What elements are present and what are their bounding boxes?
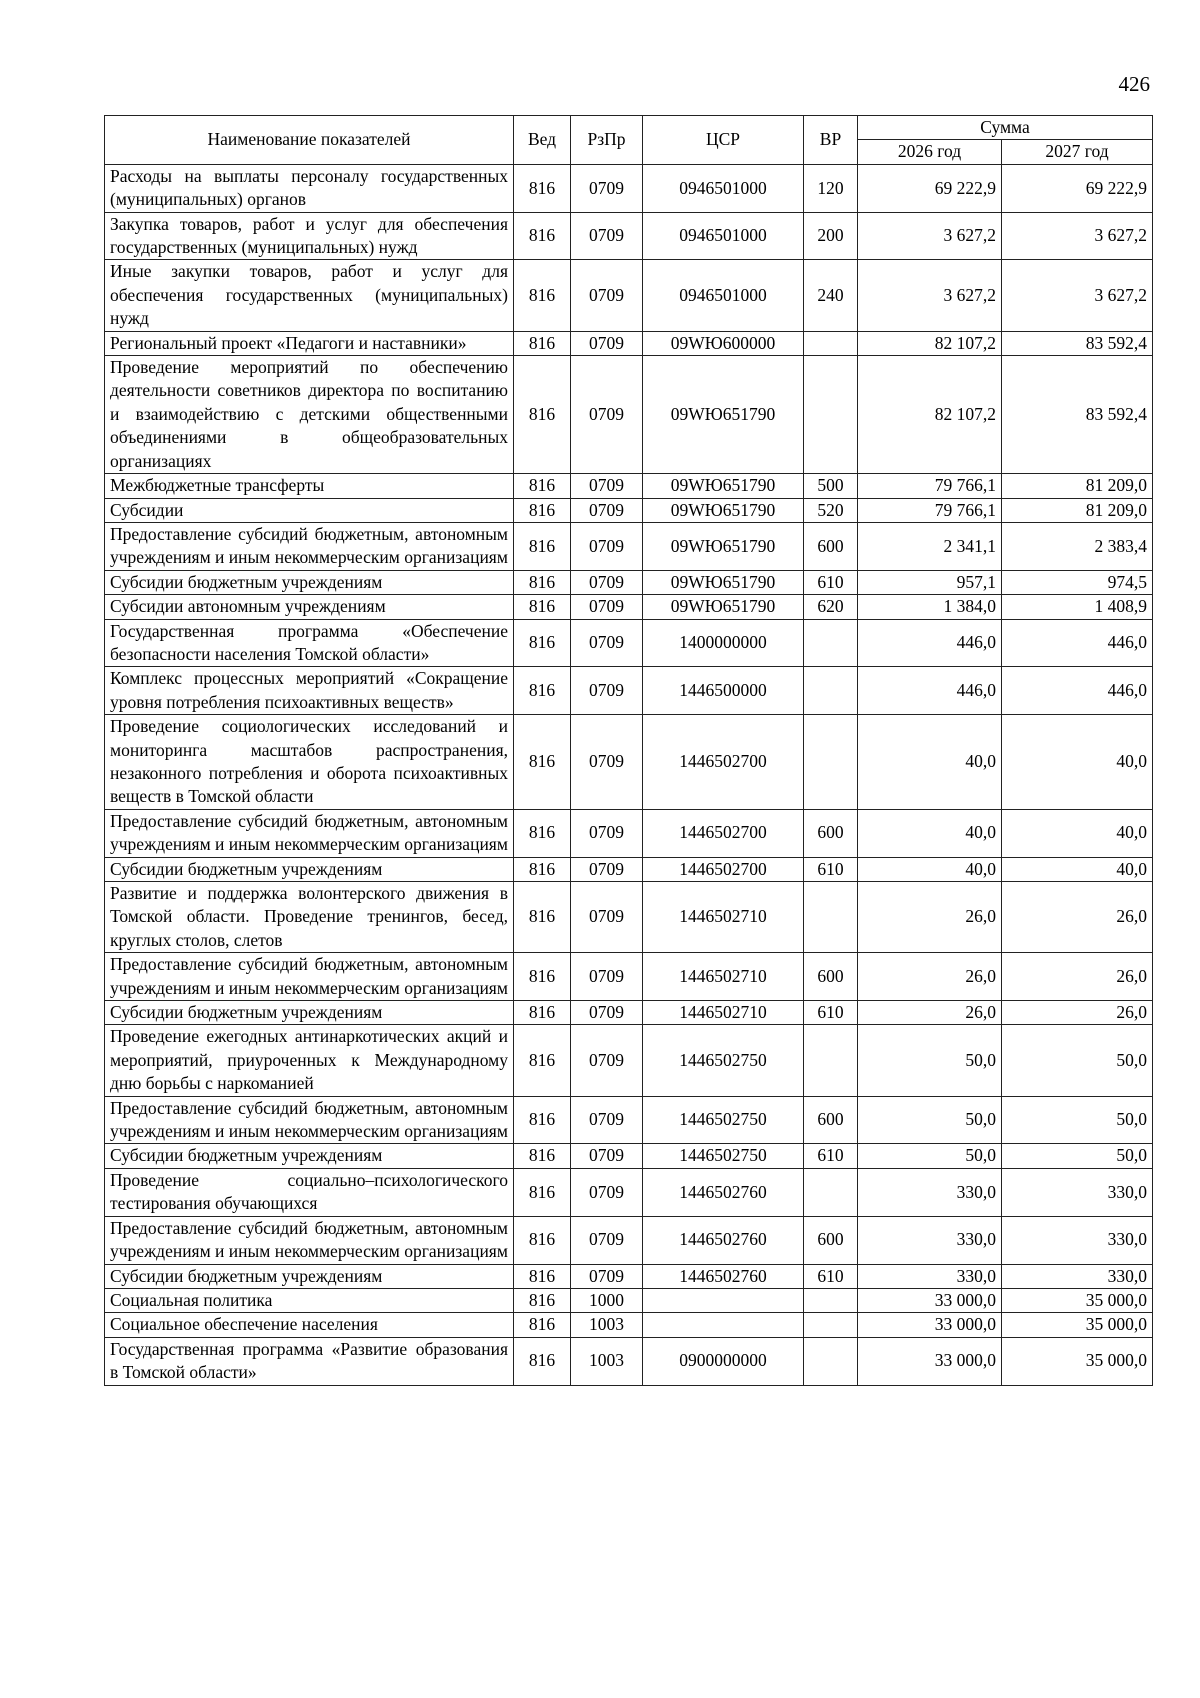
cell-name: Предоставление субсидий бюджетным, автономным учреждениям и иным некоммерческим организациям [105, 809, 514, 857]
table-row [105, 1288, 1153, 1312]
cell-vr: 620 [804, 595, 858, 619]
cell-sum-2027: 83 592,4 [1002, 356, 1153, 474]
cell-ved: 816 [514, 1096, 571, 1144]
table-row [105, 1096, 1153, 1144]
cell-name: Проведение мероприятий по обеспечению деятельности советников директора по воспитанию и взаимодействию с детскими общественными объединениями в общеобразовательных организациях [105, 356, 514, 474]
table-row [105, 522, 1153, 570]
cell-sum-2027: 330,0 [1002, 1216, 1153, 1264]
table-row [105, 1001, 1153, 1025]
cell-rzpr: 0709 [571, 1001, 643, 1025]
table-row [105, 212, 1153, 260]
cell-sum-2026: 2 341,1 [858, 522, 1002, 570]
cell-rzpr: 1000 [571, 1288, 643, 1312]
cell-name: Иные закупки товаров, работ и услуг для обеспечения государственных (муниципальных) нужд [105, 260, 514, 331]
table-row [105, 474, 1153, 498]
cell-rzpr: 0709 [571, 570, 643, 594]
cell-rzpr: 0709 [571, 715, 643, 810]
cell-ved: 816 [514, 715, 571, 810]
header-ved: Вед [514, 116, 571, 165]
cell-rzpr: 0709 [571, 1096, 643, 1144]
cell-ved: 816 [514, 857, 571, 881]
cell-sum-2027: 330,0 [1002, 1168, 1153, 1216]
table-row [105, 1337, 1153, 1385]
cell-name: Комплекс процессных мероприятий «Сокращение уровня потребления психоактивных веществ» [105, 667, 514, 715]
cell-sum-2027: 26,0 [1002, 882, 1153, 953]
cell-csr: 09WЮ651790 [643, 595, 804, 619]
cell-ved: 816 [514, 1337, 571, 1385]
table-row [105, 164, 1153, 212]
cell-ved: 816 [514, 260, 571, 331]
cell-rzpr: 1003 [571, 1313, 643, 1337]
cell-ved: 816 [514, 953, 571, 1001]
cell-rzpr: 0709 [571, 212, 643, 260]
cell-sum-2026: 1 384,0 [858, 595, 1002, 619]
cell-sum-2027: 974,5 [1002, 570, 1153, 594]
cell-ved: 816 [514, 809, 571, 857]
cell-vr [804, 1288, 858, 1312]
cell-sum-2027: 330,0 [1002, 1264, 1153, 1288]
cell-sum-2027: 50,0 [1002, 1144, 1153, 1168]
cell-name: Развитие и поддержка волонтерского движения в Томской области. Проведение тренингов, бесед, круглых столов, слетов [105, 882, 514, 953]
cell-vr: 610 [804, 1001, 858, 1025]
cell-sum-2027: 69 222,9 [1002, 164, 1153, 212]
table-row [105, 1144, 1153, 1168]
cell-sum-2026: 69 222,9 [858, 164, 1002, 212]
cell-rzpr: 0709 [571, 356, 643, 474]
cell-sum-2027: 50,0 [1002, 1025, 1153, 1096]
cell-sum-2026: 330,0 [858, 1264, 1002, 1288]
cell-csr: 09WЮ651790 [643, 522, 804, 570]
cell-vr [804, 1313, 858, 1337]
cell-sum-2027: 2 383,4 [1002, 522, 1153, 570]
cell-ved: 816 [514, 331, 571, 355]
cell-name: Субсидии бюджетным учреждениям [105, 1001, 514, 1025]
cell-ved: 816 [514, 356, 571, 474]
cell-vr: 120 [804, 164, 858, 212]
page-number: 426 [1118, 72, 1150, 96]
cell-rzpr: 0709 [571, 809, 643, 857]
table-row [105, 953, 1153, 1001]
cell-name: Расходы на выплаты персоналу государственных (муниципальных) органов [105, 164, 514, 212]
cell-csr: 1400000000 [643, 619, 804, 667]
cell-vr: 500 [804, 474, 858, 498]
table-row [105, 715, 1153, 810]
cell-sum-2027: 40,0 [1002, 715, 1153, 810]
cell-sum-2027: 81 209,0 [1002, 498, 1153, 522]
table-row [105, 1313, 1153, 1337]
header-name: Наименование показателей [105, 116, 514, 165]
cell-rzpr: 0709 [571, 164, 643, 212]
table-row [105, 667, 1153, 715]
table-body [105, 164, 1153, 1385]
table-row [105, 619, 1153, 667]
cell-sum-2027: 35 000,0 [1002, 1313, 1153, 1337]
table-row [105, 809, 1153, 857]
cell-csr: 09WЮ651790 [643, 474, 804, 498]
budget-table [104, 115, 1153, 1386]
header-csr: ЦСР [643, 116, 804, 165]
cell-ved: 816 [514, 498, 571, 522]
cell-vr: 600 [804, 1096, 858, 1144]
cell-name: Государственная программа «Развитие образования в Томской области» [105, 1337, 514, 1385]
table-row [105, 498, 1153, 522]
table-row [105, 331, 1153, 355]
cell-sum-2026: 957,1 [858, 570, 1002, 594]
cell-sum-2026: 330,0 [858, 1168, 1002, 1216]
cell-sum-2027: 3 627,2 [1002, 212, 1153, 260]
cell-vr [804, 1025, 858, 1096]
cell-rzpr: 0709 [571, 1168, 643, 1216]
cell-csr: 1446502750 [643, 1096, 804, 1144]
cell-sum-2026: 3 627,2 [858, 260, 1002, 331]
cell-sum-2026: 26,0 [858, 882, 1002, 953]
table-row [105, 1264, 1153, 1288]
cell-name: Предоставление субсидий бюджетным, автономным учреждениям и иным некоммерческим организациям [105, 953, 514, 1001]
cell-name: Социальное обеспечение населения [105, 1313, 514, 1337]
header-sum: Сумма [858, 116, 1153, 140]
cell-ved: 816 [514, 522, 571, 570]
cell-sum-2026: 33 000,0 [858, 1288, 1002, 1312]
cell-csr: 1446502750 [643, 1144, 804, 1168]
cell-csr: 1446502700 [643, 857, 804, 881]
table-row [105, 882, 1153, 953]
cell-vr [804, 1168, 858, 1216]
cell-rzpr: 0709 [571, 595, 643, 619]
cell-sum-2026: 3 627,2 [858, 212, 1002, 260]
table-header [105, 116, 1153, 165]
cell-sum-2026: 40,0 [858, 857, 1002, 881]
cell-sum-2027: 81 209,0 [1002, 474, 1153, 498]
cell-sum-2026: 79 766,1 [858, 498, 1002, 522]
cell-name: Предоставление субсидий бюджетным, автономным учреждениям и иным некоммерческим организациям [105, 522, 514, 570]
cell-sum-2027: 3 627,2 [1002, 260, 1153, 331]
cell-sum-2026: 33 000,0 [858, 1313, 1002, 1337]
table-row [105, 1168, 1153, 1216]
cell-name: Субсидии автономным учреждениям [105, 595, 514, 619]
cell-csr: 1446500000 [643, 667, 804, 715]
cell-vr [804, 667, 858, 715]
cell-ved: 816 [514, 667, 571, 715]
cell-ved: 816 [514, 474, 571, 498]
cell-rzpr: 0709 [571, 331, 643, 355]
cell-sum-2027: 35 000,0 [1002, 1337, 1153, 1385]
cell-sum-2026: 40,0 [858, 715, 1002, 810]
cell-ved: 816 [514, 1168, 571, 1216]
cell-ved: 816 [514, 212, 571, 260]
cell-sum-2026: 79 766,1 [858, 474, 1002, 498]
cell-vr: 610 [804, 1144, 858, 1168]
cell-sum-2026: 82 107,2 [858, 356, 1002, 474]
cell-csr: 0900000000 [643, 1337, 804, 1385]
table-row [105, 570, 1153, 594]
cell-sum-2026: 26,0 [858, 953, 1002, 1001]
cell-rzpr: 0709 [571, 260, 643, 331]
cell-ved: 816 [514, 1264, 571, 1288]
header-vr: ВР [804, 116, 858, 165]
cell-sum-2027: 446,0 [1002, 619, 1153, 667]
cell-csr: 1446502700 [643, 715, 804, 810]
cell-ved: 816 [514, 619, 571, 667]
cell-sum-2027: 26,0 [1002, 1001, 1153, 1025]
cell-vr [804, 619, 858, 667]
cell-name: Проведение ежегодных антинаркотических акций и мероприятий, приуроченных к Международному дню борьбы с наркоманией [105, 1025, 514, 1096]
cell-csr: 0946501000 [643, 164, 804, 212]
cell-csr [643, 1313, 804, 1337]
cell-csr: 1446502710 [643, 1001, 804, 1025]
cell-sum-2026: 330,0 [858, 1216, 1002, 1264]
cell-ved: 816 [514, 1144, 571, 1168]
cell-ved: 816 [514, 882, 571, 953]
cell-name: Предоставление субсидий бюджетным, автономным учреждениям и иным некоммерческим организациям [105, 1096, 514, 1144]
cell-ved: 816 [514, 595, 571, 619]
cell-sum-2026: 26,0 [858, 1001, 1002, 1025]
cell-rzpr: 0709 [571, 619, 643, 667]
cell-csr: 0946501000 [643, 212, 804, 260]
cell-vr: 610 [804, 857, 858, 881]
cell-vr: 520 [804, 498, 858, 522]
cell-name: Субсидии бюджетным учреждениям [105, 1144, 514, 1168]
cell-sum-2027: 446,0 [1002, 667, 1153, 715]
cell-name: Региональный проект «Педагоги и наставники» [105, 331, 514, 355]
cell-vr [804, 715, 858, 810]
cell-sum-2027: 50,0 [1002, 1096, 1153, 1144]
cell-rzpr: 0709 [571, 498, 643, 522]
cell-ved: 816 [514, 1288, 571, 1312]
cell-rzpr: 0709 [571, 522, 643, 570]
cell-sum-2026: 33 000,0 [858, 1337, 1002, 1385]
cell-ved: 816 [514, 1216, 571, 1264]
table-row [105, 1216, 1153, 1264]
cell-csr: 1446502710 [643, 953, 804, 1001]
cell-vr: 600 [804, 1216, 858, 1264]
cell-rzpr: 1003 [571, 1337, 643, 1385]
cell-name: Субсидии бюджетным учреждениям [105, 1264, 514, 1288]
cell-csr: 1446502750 [643, 1025, 804, 1096]
cell-name: Проведение социально–психологического тестирования обучающихся [105, 1168, 514, 1216]
cell-rzpr: 0709 [571, 474, 643, 498]
cell-name: Закупка товаров, работ и услуг для обеспечения государственных (муниципальных) нужд [105, 212, 514, 260]
cell-ved: 816 [514, 1313, 571, 1337]
table-row [105, 356, 1153, 474]
cell-vr [804, 331, 858, 355]
cell-csr: 1446502760 [643, 1216, 804, 1264]
header-year-2027: 2027 год [1002, 140, 1153, 164]
cell-sum-2026: 82 107,2 [858, 331, 1002, 355]
cell-csr: 0946501000 [643, 260, 804, 331]
cell-csr: 1446502760 [643, 1168, 804, 1216]
cell-name: Проведение социологических исследований и мониторинга масштабов распространения, незаконного потребления и оборота психоактивных веществ в Томской области [105, 715, 514, 810]
table-row [105, 1025, 1153, 1096]
cell-vr: 200 [804, 212, 858, 260]
cell-name: Государственная программа «Обеспечение безопасности населения Томской области» [105, 619, 514, 667]
cell-sum-2027: 1 408,9 [1002, 595, 1153, 619]
cell-sum-2027: 83 592,4 [1002, 331, 1153, 355]
cell-sum-2026: 50,0 [858, 1025, 1002, 1096]
cell-name: Субсидии [105, 498, 514, 522]
cell-vr: 610 [804, 570, 858, 594]
cell-csr: 09WЮ651790 [643, 570, 804, 594]
cell-csr: 1446502760 [643, 1264, 804, 1288]
cell-rzpr: 0709 [571, 1216, 643, 1264]
cell-sum-2027: 40,0 [1002, 809, 1153, 857]
table-row [105, 260, 1153, 331]
header-rzpr: РзПр [571, 116, 643, 165]
cell-rzpr: 0709 [571, 857, 643, 881]
table-row [105, 857, 1153, 881]
cell-csr [643, 1288, 804, 1312]
cell-csr: 09WЮ651790 [643, 356, 804, 474]
cell-rzpr: 0709 [571, 1025, 643, 1096]
cell-ved: 816 [514, 570, 571, 594]
cell-sum-2027: 40,0 [1002, 857, 1153, 881]
cell-csr: 1446502710 [643, 882, 804, 953]
cell-name: Субсидии бюджетным учреждениям [105, 570, 514, 594]
cell-csr: 1446502700 [643, 809, 804, 857]
cell-vr: 240 [804, 260, 858, 331]
cell-vr [804, 356, 858, 474]
cell-rzpr: 0709 [571, 882, 643, 953]
cell-sum-2027: 35 000,0 [1002, 1288, 1153, 1312]
cell-name: Социальная политика [105, 1288, 514, 1312]
cell-ved: 816 [514, 1001, 571, 1025]
cell-vr: 610 [804, 1264, 858, 1288]
cell-ved: 816 [514, 1025, 571, 1096]
cell-name: Предоставление субсидий бюджетным, автономным учреждениям и иным некоммерческим организациям [105, 1216, 514, 1264]
cell-sum-2027: 26,0 [1002, 953, 1153, 1001]
cell-sum-2026: 50,0 [858, 1144, 1002, 1168]
cell-name: Межбюджетные трансферты [105, 474, 514, 498]
table-row [105, 595, 1153, 619]
cell-vr [804, 882, 858, 953]
header-year-2026: 2026 год [858, 140, 1002, 164]
cell-csr: 09WЮ651790 [643, 498, 804, 522]
cell-sum-2026: 40,0 [858, 809, 1002, 857]
cell-vr: 600 [804, 809, 858, 857]
cell-vr [804, 1337, 858, 1385]
cell-sum-2026: 446,0 [858, 619, 1002, 667]
cell-csr: 09WЮ600000 [643, 331, 804, 355]
cell-rzpr: 0709 [571, 1264, 643, 1288]
cell-ved: 816 [514, 164, 571, 212]
cell-sum-2026: 50,0 [858, 1096, 1002, 1144]
cell-sum-2026: 446,0 [858, 667, 1002, 715]
cell-rzpr: 0709 [571, 1144, 643, 1168]
cell-vr: 600 [804, 522, 858, 570]
cell-vr: 600 [804, 953, 858, 1001]
cell-rzpr: 0709 [571, 953, 643, 1001]
cell-rzpr: 0709 [571, 667, 643, 715]
cell-name: Субсидии бюджетным учреждениям [105, 857, 514, 881]
